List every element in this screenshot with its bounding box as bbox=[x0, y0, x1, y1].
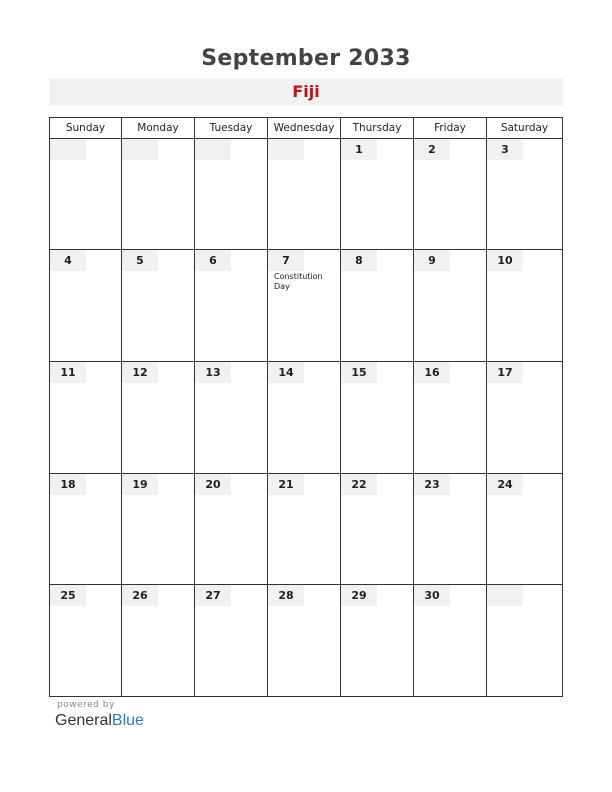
day-number: 27 bbox=[195, 585, 231, 606]
day-number: 15 bbox=[341, 362, 377, 383]
day-number: 26 bbox=[122, 585, 158, 606]
day-cell[interactable] bbox=[268, 250, 341, 362]
day-number: 22 bbox=[341, 474, 377, 495]
day-cell[interactable] bbox=[50, 474, 122, 585]
weekday-header-tuesday: Tuesday bbox=[195, 118, 268, 139]
country-label: Fiji bbox=[292, 82, 320, 101]
day-cell[interactable] bbox=[487, 474, 562, 585]
weekday-header-friday: Friday bbox=[414, 118, 487, 139]
day-number bbox=[50, 139, 86, 160]
day-cell[interactable] bbox=[195, 250, 268, 362]
day-number: 7 bbox=[268, 250, 304, 271]
day-number: 20 bbox=[195, 474, 231, 495]
day-number: 12 bbox=[122, 362, 158, 383]
day-cell[interactable] bbox=[341, 139, 414, 250]
day-number: 18 bbox=[50, 474, 86, 495]
day-cell[interactable] bbox=[195, 362, 268, 474]
brand-general-text: General bbox=[55, 712, 112, 729]
day-number: 5 bbox=[122, 250, 158, 271]
day-cell[interactable] bbox=[268, 139, 341, 250]
day-cell[interactable] bbox=[122, 474, 195, 585]
day-number: 23 bbox=[414, 474, 450, 495]
day-number: 14 bbox=[268, 362, 304, 383]
day-cell[interactable] bbox=[268, 585, 341, 696]
holiday-event: Constitution Day bbox=[274, 272, 323, 291]
day-cell[interactable] bbox=[122, 362, 195, 474]
day-cell[interactable] bbox=[122, 250, 195, 362]
day-number: 19 bbox=[122, 474, 158, 495]
day-cell[interactable] bbox=[487, 250, 562, 362]
day-number: 6 bbox=[195, 250, 231, 271]
day-number: 11 bbox=[50, 362, 86, 383]
day-cell[interactable] bbox=[341, 474, 414, 585]
weekday-header-saturday: Saturday bbox=[487, 118, 562, 139]
weekday-header-thursday: Thursday bbox=[341, 118, 414, 139]
day-number bbox=[268, 139, 304, 160]
day-cell[interactable] bbox=[487, 362, 562, 474]
day-cell[interactable] bbox=[50, 250, 122, 362]
day-number: 16 bbox=[414, 362, 450, 383]
weekday-header-wednesday: Wednesday bbox=[268, 118, 341, 139]
country-banner bbox=[49, 78, 563, 106]
day-cell[interactable] bbox=[341, 362, 414, 474]
page-title: September 2033 bbox=[201, 46, 411, 71]
day-cell[interactable] bbox=[195, 474, 268, 585]
day-number: 1 bbox=[341, 139, 377, 160]
day-cell[interactable] bbox=[487, 139, 562, 250]
day-cell[interactable] bbox=[414, 585, 487, 696]
day-number bbox=[195, 139, 231, 160]
day-number: 28 bbox=[268, 585, 304, 606]
day-cell[interactable] bbox=[268, 474, 341, 585]
brand-blue-text: Blue bbox=[111, 712, 144, 729]
day-number: 25 bbox=[50, 585, 86, 606]
day-cell[interactable] bbox=[414, 362, 487, 474]
day-number: 17 bbox=[487, 362, 523, 383]
weekday-header-sunday: Sunday bbox=[50, 118, 122, 139]
day-number: 29 bbox=[341, 585, 377, 606]
day-number: 13 bbox=[195, 362, 231, 383]
day-cell[interactable] bbox=[122, 585, 195, 696]
day-number bbox=[122, 139, 158, 160]
generalblue-logo[interactable] bbox=[55, 712, 144, 730]
day-cell[interactable] bbox=[122, 139, 195, 250]
day-cell[interactable] bbox=[414, 139, 487, 250]
day-number: 3 bbox=[487, 139, 523, 160]
day-cell[interactable] bbox=[50, 139, 122, 250]
day-number: 24 bbox=[487, 474, 523, 495]
day-cell[interactable] bbox=[414, 250, 487, 362]
day-cell[interactable] bbox=[195, 585, 268, 696]
calendar-grid bbox=[49, 117, 563, 697]
day-number: 9 bbox=[414, 250, 450, 271]
day-cell[interactable] bbox=[341, 250, 414, 362]
day-cell[interactable] bbox=[195, 139, 268, 250]
day-cell[interactable] bbox=[268, 362, 341, 474]
day-cell[interactable] bbox=[341, 585, 414, 696]
day-number: 8 bbox=[341, 250, 377, 271]
powered-by-label: powered by bbox=[57, 700, 115, 710]
day-cell[interactable] bbox=[414, 474, 487, 585]
day-number: 10 bbox=[487, 250, 523, 271]
day-number: 2 bbox=[414, 139, 450, 160]
day-cell[interactable] bbox=[50, 585, 122, 696]
day-number: 21 bbox=[268, 474, 304, 495]
weekday-header-monday: Monday bbox=[122, 118, 195, 139]
day-cell[interactable] bbox=[50, 362, 122, 474]
day-number bbox=[487, 585, 523, 606]
day-number: 30 bbox=[414, 585, 450, 606]
day-cell[interactable] bbox=[487, 585, 562, 696]
day-number: 4 bbox=[50, 250, 86, 271]
